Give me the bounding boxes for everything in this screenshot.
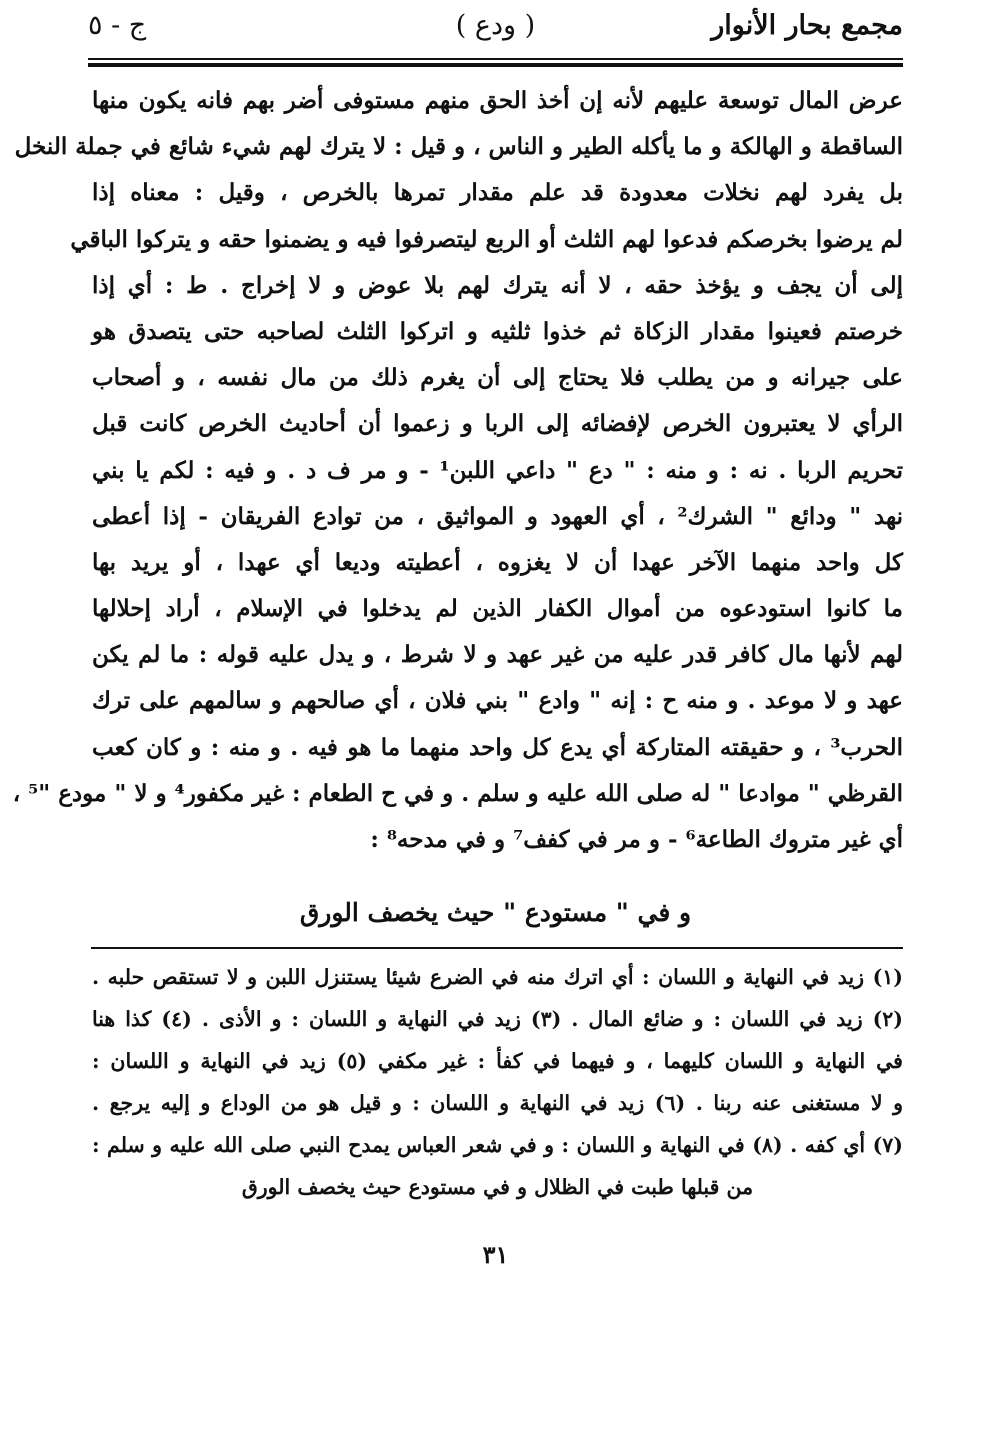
volume-number: ج - ٥ [88,10,147,41]
running-header [88,10,903,50]
text-line: كل واحد منهما الآخر عهدا أن لا يغزوه ، أعطيته وديعا أي عهدا ، أو يريد بها [92,548,903,576]
text-line: عهد و لا موعد . و منه ح : إنه " وادع " بني فلان ، أي صالحهم و سالمهم على ترك [92,687,903,715]
footnote-line: (٧) أي كفه . (٨) في النهاية و اللسان : و في شعر العباس يمدح النبي صلى الله عليه و سلم : [92,1133,903,1157]
book-title: مجمع بحار الأنوار [711,10,903,41]
footnotes [92,956,903,1208]
header-rule-thick [88,63,903,67]
page-number: ٣١ [482,1240,509,1269]
text-line: نهد " ودائع " الشرك² ، أي العهود و المواثيق ، من توادع الفريقان - إذا أعطى [92,502,903,530]
text-line: الساقطة و الهالكة و ما يأكله الطير و الناس ، و قيل : لا يترك لهم شيء شائع في جملة النخل [14,133,903,161]
header-rule-thin [88,58,903,60]
text-line: القرظي " موادعا " له صلى الله عليه و سلم . و في ح الطعام : غير مكفور⁴ و لا " مودع "⁵ ، [12,779,903,807]
text-line: على جيرانه و من يطلب فلا يحتاج إلى أن يغرم ذلك من مال نفسه ، و أصحاب [92,364,903,392]
text-line: بل يفرد لهم نخلات معدودة قد علم مقدار تمرها بالخرص ، وقيل : معناه إذا [92,179,903,207]
text-line: لهم لأنها مال كافر قدر عليه من غير عهد و لا شرط ، و يدل عليه قوله : ما لم يكن [92,641,904,669]
footnote-line: (١) زيد في النهاية و اللسان : أي اترك منه في الضرع شيئا يستنزل اللبن و لا تستقص حلبه . [92,965,903,989]
footnote-line: في النهاية و اللسان كليهما ، و فيهما في كفأ : غير مكفي (٥) زيد في النهاية و اللسان : [92,1049,903,1073]
text-line: ما كانوا استودعوه من أموال الكفار الذين لم يدخلوا في الإسلام ، أراد إحلالها [92,595,903,623]
text-line: الرأي لا يعتبرون الخرص لإفضائه إلى الربا و زعموا أن أحاديث الخرص كانت قبل [92,410,903,438]
footnote-verse: من قبلها طبت في الظلال و في مستودع حيث يخصف الورق [241,1175,754,1199]
text-line: الحرب³ ، و حقيقته المتاركة أي يدع كل واحد منهما ما هو فيه . و منه : و كان كعب [92,733,903,761]
text-line: خرصتم فعينوا مقدار الزكاة ثم خذوا ثلثيه و اتركوا الثلث لصاحبه حتى يتصدق هو [92,317,903,345]
footnote-line: (٢) زيد في اللسان : و ضائع المال . (٣) زيد في النهاية و اللسان : و الأذى . (٤) كذا هنا [92,1007,903,1031]
entry-word: ( ودع ) [455,10,536,41]
text-line: إلى أن يجف و يؤخذ حقه ، لا أنه يترك لهم بلا عوض و لا إخراج . ط : أي إذا [92,271,903,299]
text-line: عرض المال توسعة عليهم لأنه إن أخذ الحق منهم مستوفى أضر بهم فانه يكون منها [92,87,903,114]
footnote-line: و لا مستغنى عنه ربنا . (٦) زيد في النهاية و اللسان : و قيل هو من الوداع و إليه يرجع . [92,1091,904,1115]
text-line: لم يرضوا بخرصكم فدعوا لهم الثلث أو الربع ليتصرفوا فيه و يضمنوا حقه و يتركوا الباقي [70,225,903,253]
text-line: أي غير متروك الطاعة⁶ - و مر في كفف⁷ و في مدحه⁸ : [370,826,903,853]
footnote-separator [91,947,903,949]
poetry-verse: و في " مستودع " حيث يخصف الورق [299,898,692,927]
main-text [12,78,904,863]
text-line: تحريم الربا . نه : و منه : " دع " داعي اللبن¹ - و مر ف د . و فيه : لكم يا بني [92,456,903,484]
